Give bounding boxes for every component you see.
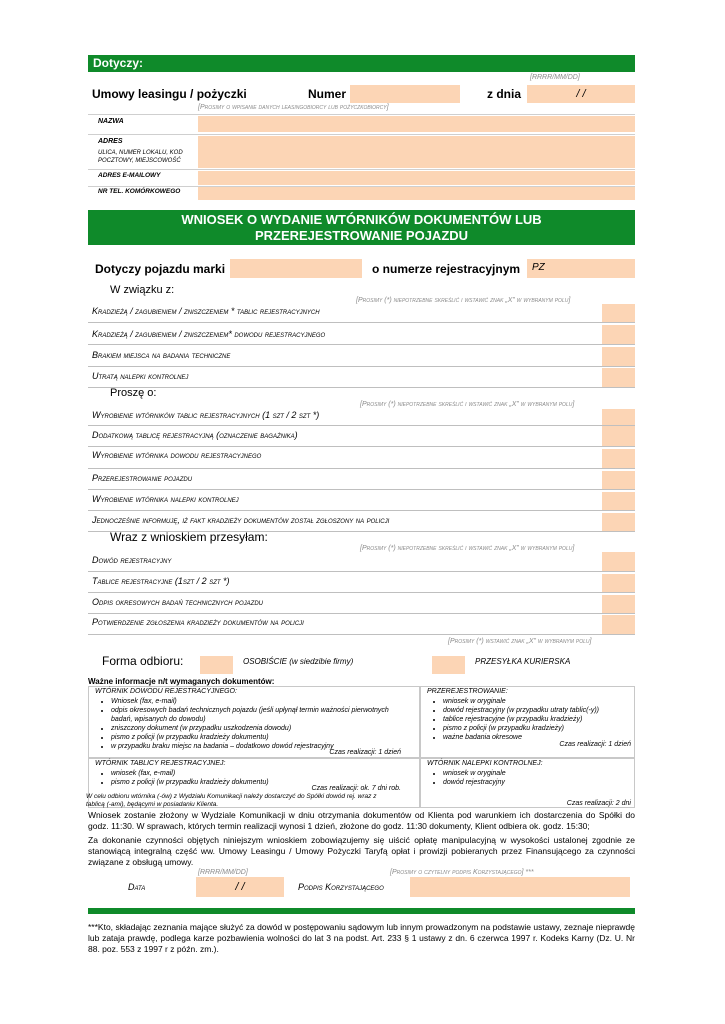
section3-item-label: Tablice rejestracyjne (1szt / 2 szt *) xyxy=(92,576,230,586)
signature-date-input[interactable] xyxy=(196,877,284,897)
section3-checkbox[interactable] xyxy=(602,615,635,634)
info-dowod-title: WTÓRNIK DOWODU REJESTRACYJNEGO: xyxy=(95,688,237,695)
email-label: ADRES E-MAILOWY xyxy=(98,172,161,179)
info-przerej-czas: Czas realizacji: 1 dzień xyxy=(559,741,631,748)
info-nalepki-list xyxy=(425,769,630,787)
contract-number-input[interactable] xyxy=(350,85,460,103)
section3-hint: [Prosimy (*) niepotrzebne skreślić i wstawić znak „X” w wybranym polu] xyxy=(360,545,575,552)
info-tablicy-box xyxy=(88,758,420,808)
vehicle-make-label: Dotyczy pojazdu marki xyxy=(95,262,226,276)
plate-prefix: PZ xyxy=(532,262,545,273)
section3-item-label: Potwierdzenie zgłoszenia kradzieży dokumentów na policji xyxy=(92,617,304,627)
section2-checkbox[interactable] xyxy=(602,449,635,468)
section2-item-label: Dodatkową tablicę rejestracyjną (oznaczenie bagażnika) xyxy=(92,430,298,440)
section1-checkbox[interactable] xyxy=(602,325,635,344)
info-nalepki-box xyxy=(420,758,635,808)
list-item: • odpis okresowych badań technicznych pojazdu (jeśli upłynął termin ważności pierwotnych badań, wpisanych do dowodu) xyxy=(111,706,411,724)
odbior-hint: [Prosimy (*) wstawić znak „X” w wybranym polu] xyxy=(448,638,592,645)
adres-input[interactable] xyxy=(198,136,635,168)
form-title-line2: PRZEREJESTROWANIE POJAZDU xyxy=(254,228,469,243)
list-item: • dowód rejestracyjny (w przypadku utraty tablic(-y)) xyxy=(443,706,630,715)
plate-input[interactable] xyxy=(527,259,635,278)
form-title xyxy=(88,210,635,245)
info-przerej-box xyxy=(420,686,635,758)
info-dowod-box xyxy=(88,686,420,758)
section3-item-label: Odpis okresowych badań technicznych pojazdu xyxy=(92,597,264,607)
umowy-label: Umowy leasingu / pożyczki xyxy=(92,87,247,101)
info-tablicy-note: W celu odbioru wtórnika (-ów) z Wydziału Komunikacji należy dostarczyć do Spółki dowód rej. wraz z tablicą (-ami), będącymi w posiadaniu Klienta. xyxy=(86,793,377,808)
signature-label: Podpis Korzystającego xyxy=(298,882,384,892)
section2-item-label: Przerejestrowanie pojazdu xyxy=(92,473,193,483)
info-dowod-czas: Czas realizacji: 1 dzień xyxy=(329,749,401,756)
section2-heading: Proszę o: xyxy=(110,387,157,399)
lessee-hint: [Prosimy o wpisanie danych leasingobiorcy lub pożyczkobiorcy] xyxy=(198,104,389,111)
list-item: • tablice rejestracyjne (w przypadku kradzieży) xyxy=(443,715,630,724)
section2-item-label: Wyrobienie wtórnika dowodu rejestracyjnego xyxy=(92,450,262,460)
section1-item-label: Kradzieżą / zagubieniem / zniszczeniem* dowodu rejestracyjnego xyxy=(92,329,326,339)
info-przerej-list xyxy=(425,697,630,742)
list-item: • pismo z policji (w przypadku kradzieży) xyxy=(443,724,630,733)
info-przerej-title: PRZEREJESTROWANIE: xyxy=(427,688,508,695)
list-item: • ważne badania okresowe xyxy=(443,733,630,742)
email-input[interactable] xyxy=(198,171,635,185)
section3-item-label: Dowód rejestracyjny xyxy=(92,555,172,565)
section3-checkbox[interactable] xyxy=(602,574,635,593)
odbior-kurier-checkbox[interactable] xyxy=(432,656,465,674)
list-item: • Wniosek (fax, e-mail) xyxy=(111,697,411,706)
footer-divider xyxy=(88,908,635,914)
info-tablicy-czas: Czas realizacji: ok. 7 dni rob. xyxy=(311,785,401,792)
section1-item-label: Kradzieżą / zagubieniem / zniszczeniem * tablic rejestracyjnych xyxy=(92,306,320,316)
odbior-osobiscie-label: OSOBIŚCIE (w siedzibie firmy) xyxy=(243,657,354,666)
form-title-line1: WNIOSEK O WYDANIE WTÓRNIKÓW DOKUMENTÓW LUB xyxy=(181,212,542,227)
paragraph-submission: Wniosek zostanie złożony w Wydziale Komunikacji w dniu otrzymania dokumentów od Klienta pod warunkiem ich dostarczenia do Spółki do godz. 11:30. W sprawach, których termin realizacji wynosi 1 dzień, złożone do godz. 11:30 dokumenty, Klient odbiera ok. godz. 15:30; xyxy=(88,810,635,831)
adres-sub-label: ULICA, NUMER LOKALU, KOD POCZTOWY, MIEJSCOWOŚĆ xyxy=(98,150,183,164)
list-item: • w przypadku braku miejsc na badania – dodatkowo dowód rejestracyjny xyxy=(111,742,411,751)
info-heading: Ważne informacje n/t wymaganych dokumentów: xyxy=(88,677,275,686)
section1-item-label: Brakiem miejsca na badania techniczne xyxy=(92,350,231,360)
phone-input[interactable] xyxy=(198,187,635,200)
date-hint: [RRRR/MM/DD] xyxy=(530,74,580,81)
signature-hint: [Prosimy o czytelny podpis Korzystającego] *** xyxy=(390,869,534,876)
dotyczy-header xyxy=(88,55,635,72)
section2-item-label: Jednocześnie informuję, iż fakt kradzieży dokumentów został zgłoszony na policji xyxy=(92,515,390,525)
nazwa-label: NAZWA xyxy=(98,118,124,125)
section1-hint: [Prosimy (*) niepotrzebne skreślić i wstawić znak „X” w wybranym polu] xyxy=(356,297,571,304)
zdnia-label: z dnia xyxy=(487,87,522,101)
odbior-label: Forma odbioru: xyxy=(102,654,184,668)
section2-checkbox[interactable] xyxy=(602,513,635,532)
info-nalepki-czas: Czas realizacji: 2 dni xyxy=(566,800,631,807)
section3-checkbox[interactable] xyxy=(602,595,635,614)
nazwa-input[interactable] xyxy=(198,116,635,132)
plate-label: o numerze rejestracyjnym xyxy=(372,262,521,276)
section1-heading: W związku z: xyxy=(110,284,175,296)
odbior-osobiscie-checkbox[interactable] xyxy=(200,656,233,674)
section2-item-label: Wyrobienie wtórników tablic rejestracyjnych (1 szt / 2 szt *) xyxy=(92,410,320,420)
date-slashes: / / xyxy=(576,88,586,100)
section2-checkbox[interactable] xyxy=(602,471,635,490)
odbior-kurier-label: PRZESYŁKA KURIERSKA xyxy=(475,657,571,666)
list-item: • wniosek w oryginale xyxy=(443,697,630,706)
info-nalepki-title: WTÓRNIK NALEPKI KONTROLNEJ: xyxy=(427,760,543,767)
signature-input[interactable] xyxy=(410,877,630,897)
phone-label: NR TEL. KOMÓRKOWEGO xyxy=(98,188,181,195)
list-item: • dowód rejestracyjny xyxy=(443,778,630,787)
section3-checkbox[interactable] xyxy=(602,552,635,571)
section2-checkbox[interactable] xyxy=(602,492,635,511)
signature-date-slashes: / / xyxy=(235,881,245,893)
list-item: • pismo z policji (w przypadku kradzieży dokumentu) xyxy=(111,733,411,742)
list-item: • pismo z policji (w przypadku kradzieży dokumentu) xyxy=(111,778,411,787)
dotyczy-header-text: Dotyczy: xyxy=(93,56,144,70)
footnote: ***Kto, składając zeznania mające służyć za dowód w postępowaniu sądowym lub innym prowadzonym na podstawie ustawy, zeznaje nieprawdę lub zataja prawdę, podlega karze pozbawienia wolności do lat 3 na podst. Art. 233 § 1 ustawy z dn. 6 czerwca 1997 r. Kodeks Karny (Dz. U. Nr 88. poz. 553 z 1997 r z późn. zm.). xyxy=(88,922,635,954)
numer-label: Numer xyxy=(308,87,347,101)
lessee-table xyxy=(88,114,635,201)
section1-checkbox[interactable] xyxy=(602,304,635,323)
info-dowod-list xyxy=(93,697,411,751)
list-item: • wniosek (fax, e-mail) xyxy=(111,769,411,778)
paragraph-fee: Za dokonanie czynności objętych niniejszym wnioskiem zobowiązujemy się uiścić opłatę manipulacyjną w wysokości ustalonej zgodnie ze stanowiącą integralną część ww. Umowy Leasingu / Umowy Pożyczki Taryfą opłat i prowizji pobieranych przez Finansującego za czynności związane z obsługą umowy. xyxy=(88,835,635,867)
signature-date-label: Data xyxy=(128,882,146,892)
section3-heading: Wraz z wnioskiem przesyłam: xyxy=(110,530,268,544)
section1-checkbox[interactable] xyxy=(602,368,635,387)
list-item: • zniszczony dokument (w przypadku uszkodzenia dowodu) xyxy=(111,724,411,733)
section2-item-label: Wyrobienie wtórnika nalepki kontrolnej xyxy=(92,494,239,504)
contract-date-input[interactable] xyxy=(527,85,635,103)
adres-label: ADRES xyxy=(98,138,123,145)
section2-hint: [Prosimy (*) niepotrzebne skreślić i wstawić znak „X” w wybranym polu] xyxy=(360,401,575,408)
signature-date-hint: [RRRR/MM/DD] xyxy=(198,869,248,876)
list-item: • wniosek w oryginale xyxy=(443,769,630,778)
section2-checkbox[interactable] xyxy=(602,428,635,447)
info-tablicy-title: WTÓRNIK TABLICY REJESTRACYJNEJ: xyxy=(95,760,226,767)
section1-item-label: Utratą nalepki kontrolnej xyxy=(92,371,189,381)
section1-checkbox[interactable] xyxy=(602,347,635,366)
vehicle-make-input[interactable] xyxy=(230,259,362,278)
